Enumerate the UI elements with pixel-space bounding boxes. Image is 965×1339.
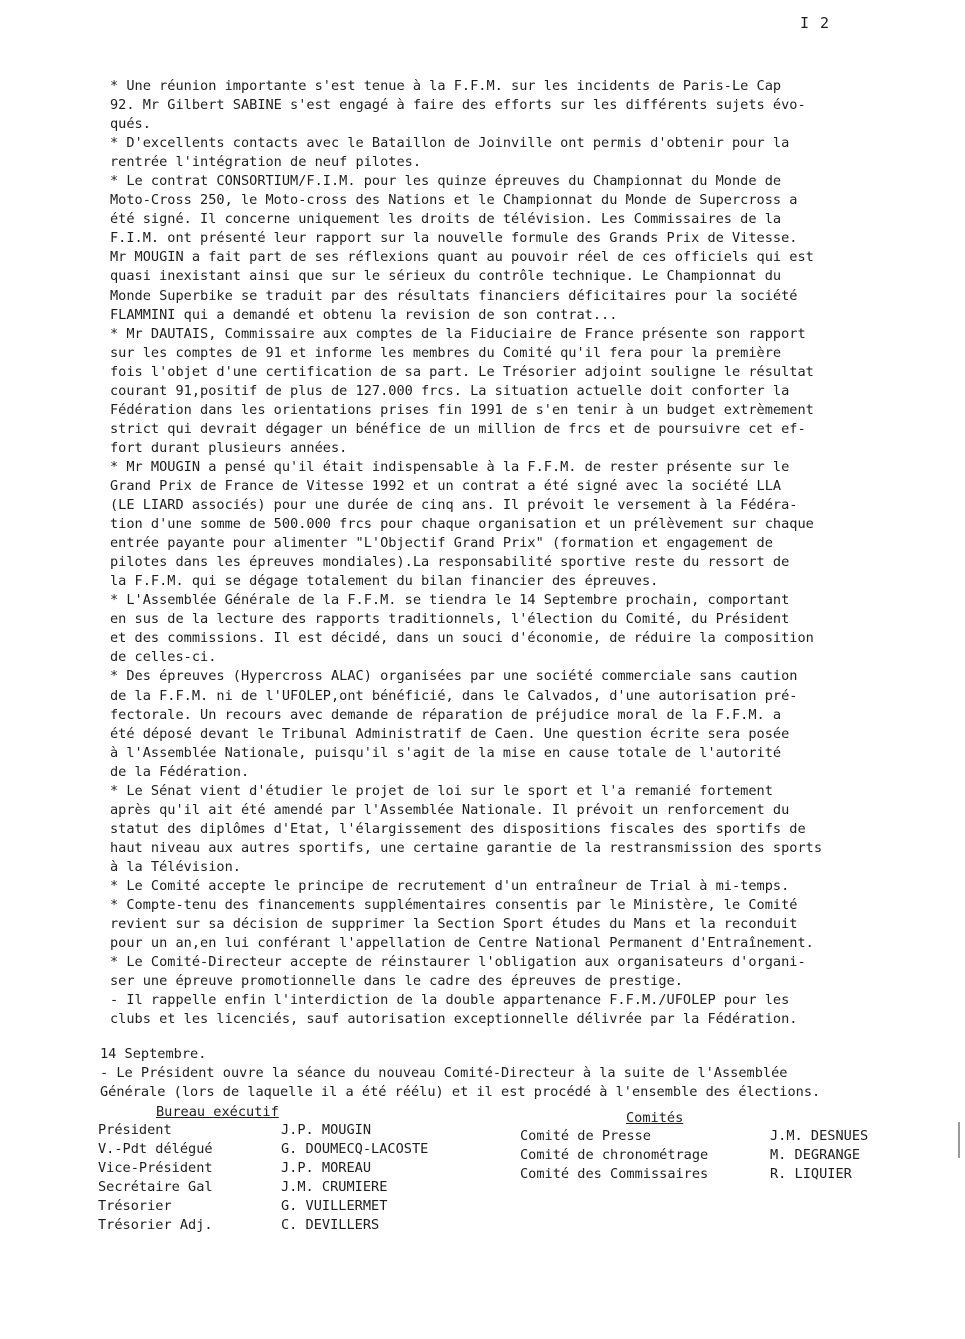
officer-role: V.-Pdt délégué <box>98 1141 213 1157</box>
text-line: Grand Prix de France de Vitesse 1992 et un contrat a été signé avec la société LLA <box>110 477 782 494</box>
text-line: fectorale. Un recours avec demande de réparation de préjudice moral de la F.F.M. a <box>110 706 782 723</box>
text-line: pour un an,en lui conférant l'appellation de Centre National Permanent d'Entraînement. <box>110 935 814 952</box>
text-line: FLAMMINI qui a demandé et obtenu la revision de son contrat... <box>110 306 618 323</box>
text-line: pilotes dans les épreuves mondiales).La responsabilité sportive reste du ressort de <box>110 554 790 571</box>
text-line: entrée payante pour alimenter "L'Objectif Grand Prix" (formation et engagement de <box>110 535 773 552</box>
officer-role: Comité de Presse <box>520 1128 651 1144</box>
meeting-section <box>100 1045 950 1102</box>
text-line: à la Télévision. <box>110 858 241 875</box>
text-line: * Une réunion importante s'est tenue à la F.F.M. sur les incidents de Paris-Le Cap <box>110 78 782 94</box>
officer-role: Comité de chronométrage <box>520 1147 709 1163</box>
text-line: strict qui devrait dégager un bénéfice de un million de frcs et de poursuivre cet ef- <box>110 420 806 437</box>
election-tables <box>98 1104 948 1244</box>
text-line: courant 91,positif de plus de 127.000 frcs. La situation actuelle doit conforter la <box>110 382 790 399</box>
text-line: statut des diplômes d'Etat, l'élargissement des dispositions fiscales des sportifs de <box>110 820 806 837</box>
officer-role: Trésorier Adj. <box>98 1217 213 1233</box>
text-line: revient sur sa décision de supprimer la Section Sport études du Mans et la reconduit <box>110 916 798 933</box>
text-line: tion d'une somme de 500.000 frcs pour chaque organisation et un prélèvement sur chaque <box>110 516 814 533</box>
text-line: rentrée l'intégration de neuf pilotes. <box>110 154 421 171</box>
bureau-heading: Bureau exécutif <box>156 1104 279 1120</box>
text-line: quasi inexistant ainsi que sur le sérieux du contrôle technique. Le Championnat du <box>110 268 782 285</box>
text-line: Moto-Cross 250, le Moto-cross des Nations et le Championnat du Monde de Supercross a <box>110 192 798 209</box>
officer-role: Comité des Commissaires <box>520 1166 709 1182</box>
text-line: qués. <box>110 116 151 133</box>
text-line: Monde Superbike se traduit par des résultats financiers déficitaires pour la société <box>110 287 798 304</box>
text-line: ser une épreuve promotionnelle dans le cadre des épreuves de prestige. <box>110 973 683 990</box>
body-text <box>110 77 940 1029</box>
officer-name: M. DEGRANGE <box>770 1147 861 1163</box>
officer-role: Vice-Président <box>98 1160 213 1176</box>
text-line: Mr MOUGIN a fait part de ses réflexions quant au pouvoir réel de ces officiels qui est <box>110 249 814 266</box>
text-line: * Le contrat CONSORTIUM/F.I.M. pour les quinze épreuves du Championnat du Monde de <box>110 173 782 190</box>
officer-name: J.P. MOUGIN <box>281 1122 372 1138</box>
comites-heading: Comités <box>626 1110 684 1126</box>
text-line: en sus de la lecture des rapports traditionnels, l'élection du Comité, du Président <box>110 611 790 628</box>
text-line: - Il rappelle enfin l'interdiction de la double appartenance F.F.M./UFOLEP pour les <box>110 992 790 1009</box>
text-line: Générale (lors de laquelle il a été réélu) et il est procédé à l'ensemble des élections. <box>100 1084 821 1101</box>
text-line: * Le Sénat vient d'étudier le projet de loi sur le sport et l'a remanié fortement <box>110 782 773 799</box>
text-line: * L'Assemblée Générale de la F.F.M. se tiendra le 14 Septembre prochain, comportant <box>110 592 790 609</box>
text-line: (LE LIARD associés) pour une durée de cinq ans. Il prévoit le versement à la Fédéra- <box>110 497 798 514</box>
text-line: à l'Assemblée Nationale, puisqu'il s'agit de la mise en cause totale de l'autorité <box>110 744 782 761</box>
text-line: * Des épreuves (Hypercross ALAC) organisées par une société commerciale sans caution <box>110 668 798 685</box>
officer-name: J.M. CRUMIERE <box>281 1179 388 1195</box>
text-line: clubs et les licenciés, sauf autorisation exceptionnelle délivrée par la Fédération. <box>110 1011 798 1028</box>
officer-name: G. DOUMECQ-LACOSTE <box>281 1141 429 1157</box>
officer-role: Trésorier <box>98 1198 172 1214</box>
text-line: Fédération dans les orientations prises fin 1991 de s'en tenir à un budget extrèmement <box>110 401 814 418</box>
margin-mark <box>958 1122 960 1158</box>
text-line: de la Fédération. <box>110 763 250 780</box>
text-line: sur les comptes de 91 et informe les membres du Comité qu'il fera pour la première <box>110 344 782 361</box>
text-line: de la F.F.M. ni de l'UFOLEP,ont bénéficié, dans le Calvados, d'une autorisation pré- <box>110 687 798 704</box>
text-line: de celles-ci. <box>110 649 217 666</box>
officer-name: J.P. MOREAU <box>281 1160 372 1176</box>
text-line: fort durant plusieurs années. <box>110 439 348 456</box>
text-line: F.I.M. ont présenté leur rapport sur la nouvelle formule des Grands Prix de Vitesse. <box>110 230 798 247</box>
officer-name: C. DEVILLERS <box>281 1217 380 1233</box>
officer-name: G. VUILLERMET <box>281 1198 388 1214</box>
text-line: - Le Président ouvre la séance du nouveau Comité-Directeur à la suite de l'Assemblée <box>100 1065 788 1082</box>
text-line: la F.F.M. qui se dégage totalement du bilan financier des épreuves. <box>110 573 659 590</box>
text-line: fois l'objet d'une certification de sa part. Le Trésorier adjoint souligne le résultat <box>110 363 814 380</box>
officer-role: Président <box>98 1122 172 1138</box>
text-line: été signé. Il concerne uniquement les droits de télévision. Les Commissaires de la <box>110 211 782 228</box>
text-line: * Mr MOUGIN a pensé qu'il était indispensable à la F.F.M. de rester présente sur le <box>110 458 790 475</box>
text-line: haut niveau aux autres sportifs, une certaine garantie de la restransmission des sports <box>110 839 823 856</box>
text-line: * D'excellents contacts avec le Bataillon de Joinville ont permis d'obtenir pour la <box>110 135 790 152</box>
officer-role: Secrétaire Gal <box>98 1179 213 1195</box>
page-number: I 2 <box>800 14 831 32</box>
text-line: * Le Comité-Directeur accepte de réinstaurer l'obligation aux organisateurs d'organi- <box>110 954 806 971</box>
officer-name: R. LIQUIER <box>770 1166 852 1182</box>
officer-name: J.M. DESNUES <box>770 1128 869 1144</box>
text-line: * Le Comité accepte le principe de recrutement d'un entraîneur de Trial à mi-temps. <box>110 877 790 894</box>
text-line: * Compte-tenu des financements supplémentaires consentis par le Ministère, le Comité <box>110 897 798 914</box>
text-line: et des commissions. Il est décidé, dans un souci d'économie, de réduire la composition <box>110 630 814 647</box>
text-line: * Mr DAUTAIS, Commissaire aux comptes de la Fiduciaire de France présente son rapport <box>110 325 806 342</box>
text-line: 92. Mr Gilbert SABINE s'est engagé à faire des efforts sur les différents sujets évo- <box>110 97 806 114</box>
text-line: été déposé devant le Tribunal Administratif de Caen. Une question écrite sera posée <box>110 725 790 742</box>
text-line: 14 Septembre. <box>100 1046 207 1062</box>
text-line: après qu'il ait été amendé par l'Assemblée Nationale. Il prévoit un renforcement du <box>110 801 790 818</box>
